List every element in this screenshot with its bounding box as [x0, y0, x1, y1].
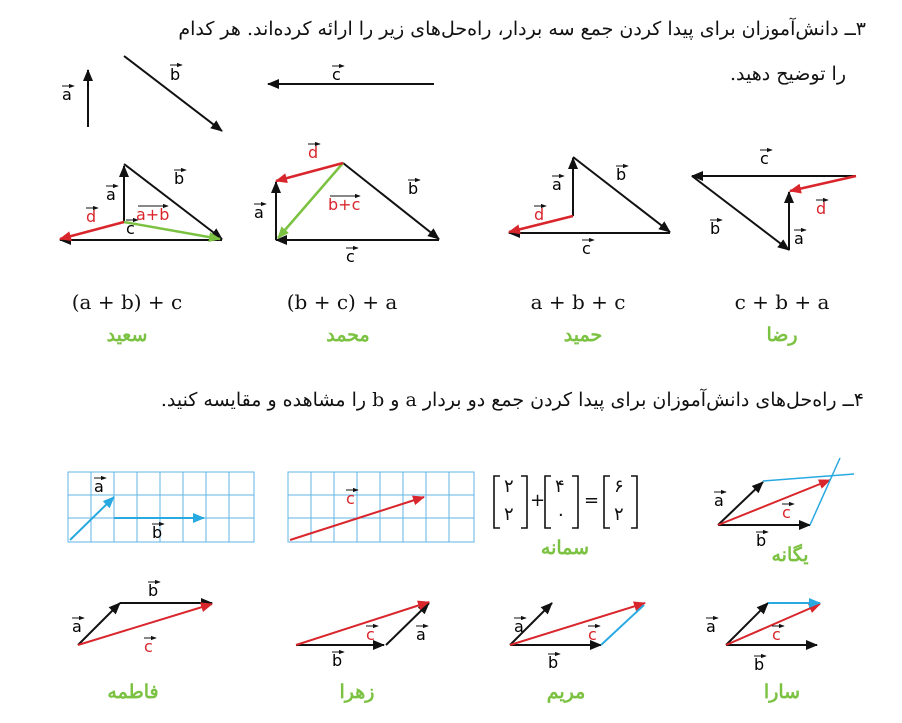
name-zahra: زهرا: [339, 681, 375, 703]
name-fatemeh: فاطمه: [107, 681, 159, 703]
label-d: d: [816, 199, 827, 218]
matrix-3-bottom: ۲: [614, 504, 624, 525]
label-d: d: [86, 207, 97, 226]
overhead-arrows: [62, 65, 828, 656]
expr-hamid: a + b + c: [530, 290, 626, 314]
label-a-plus-b: a+b: [136, 205, 170, 224]
label-b: b: [710, 219, 721, 238]
q3-line2: را توضیح دهید.: [730, 63, 846, 85]
label-b: b: [152, 523, 163, 542]
label-c: c: [772, 625, 781, 644]
label-b-plus-c: b+c: [328, 195, 361, 214]
label-b: b: [174, 169, 185, 188]
q3-line1: ۳ــ دانش‌آموزان برای پیدا کردن جمع سه بردار، راه‌حل‌های زیر را ارائه کرده‌اند. هر کدام: [178, 18, 866, 40]
name-mohammad: محمد: [326, 324, 370, 346]
matrix-2-bottom: ۰: [556, 504, 566, 525]
label-c: c: [346, 247, 355, 266]
matrix-1-top: ۲: [504, 476, 514, 497]
label-a: a: [62, 85, 72, 104]
label-c: c: [760, 149, 769, 168]
given-vectors: [88, 56, 434, 131]
expr-mohammad: (b + c) + a: [286, 290, 398, 314]
figure-zahra: [296, 602, 429, 645]
label-b: b: [332, 651, 343, 670]
label-d: d: [308, 143, 319, 162]
label-c: c: [144, 637, 153, 656]
figure-reza: [692, 176, 856, 250]
label-b: b: [148, 581, 159, 600]
label-a: a: [552, 175, 562, 194]
label-b: b: [548, 653, 559, 672]
label-a: a: [254, 203, 264, 222]
label-d: d: [534, 205, 545, 224]
name-maryam: مریم: [546, 681, 586, 703]
label-a: a: [794, 229, 804, 248]
label-c: c: [346, 489, 355, 508]
expr-reza: c + b + a: [734, 290, 830, 314]
matrix-equals: =: [584, 490, 600, 511]
label-c: c: [126, 219, 135, 238]
label-a: a: [416, 625, 426, 644]
label-b: b: [408, 179, 419, 198]
label-c: c: [332, 65, 341, 84]
figure-maryam: [510, 603, 645, 645]
q4-text: ۴ــ راه‌حل‌های دانش‌آموزان برای پیدا کردن جمع دو بردار a و b را مشاهده و مقایسه کنید.: [160, 389, 864, 411]
label-a: a: [72, 617, 82, 636]
label-b: b: [170, 65, 181, 84]
label-b: b: [616, 165, 627, 184]
label-c: c: [366, 625, 375, 644]
matrix-3-top: ۶: [614, 476, 624, 497]
label-a: a: [94, 477, 104, 496]
name-reza: رضا: [766, 324, 798, 346]
figure-saeed: [60, 164, 222, 240]
matrix-plus: +: [530, 490, 546, 511]
vector-labels: [62, 65, 826, 674]
matrix-2-top: ۴: [555, 476, 565, 497]
name-sara: سارا: [763, 681, 801, 703]
label-b: b: [754, 655, 765, 674]
label-a: a: [714, 491, 724, 510]
label-a: a: [106, 185, 116, 204]
name-samaneh: سمانه: [540, 537, 590, 559]
label-c: c: [588, 625, 597, 644]
name-saeed: سعید: [106, 324, 148, 346]
matrix-1-bottom: ۲: [504, 504, 514, 525]
name-yeganeh: یگانه: [771, 544, 809, 566]
label-a: a: [706, 617, 716, 636]
name-hamid: حمید: [563, 324, 603, 346]
label-a: a: [514, 617, 524, 636]
expr-saeed: (a + b) + c: [71, 290, 183, 314]
label-c: c: [782, 503, 791, 522]
label-b: b: [756, 531, 767, 550]
label-c: c: [582, 239, 591, 258]
